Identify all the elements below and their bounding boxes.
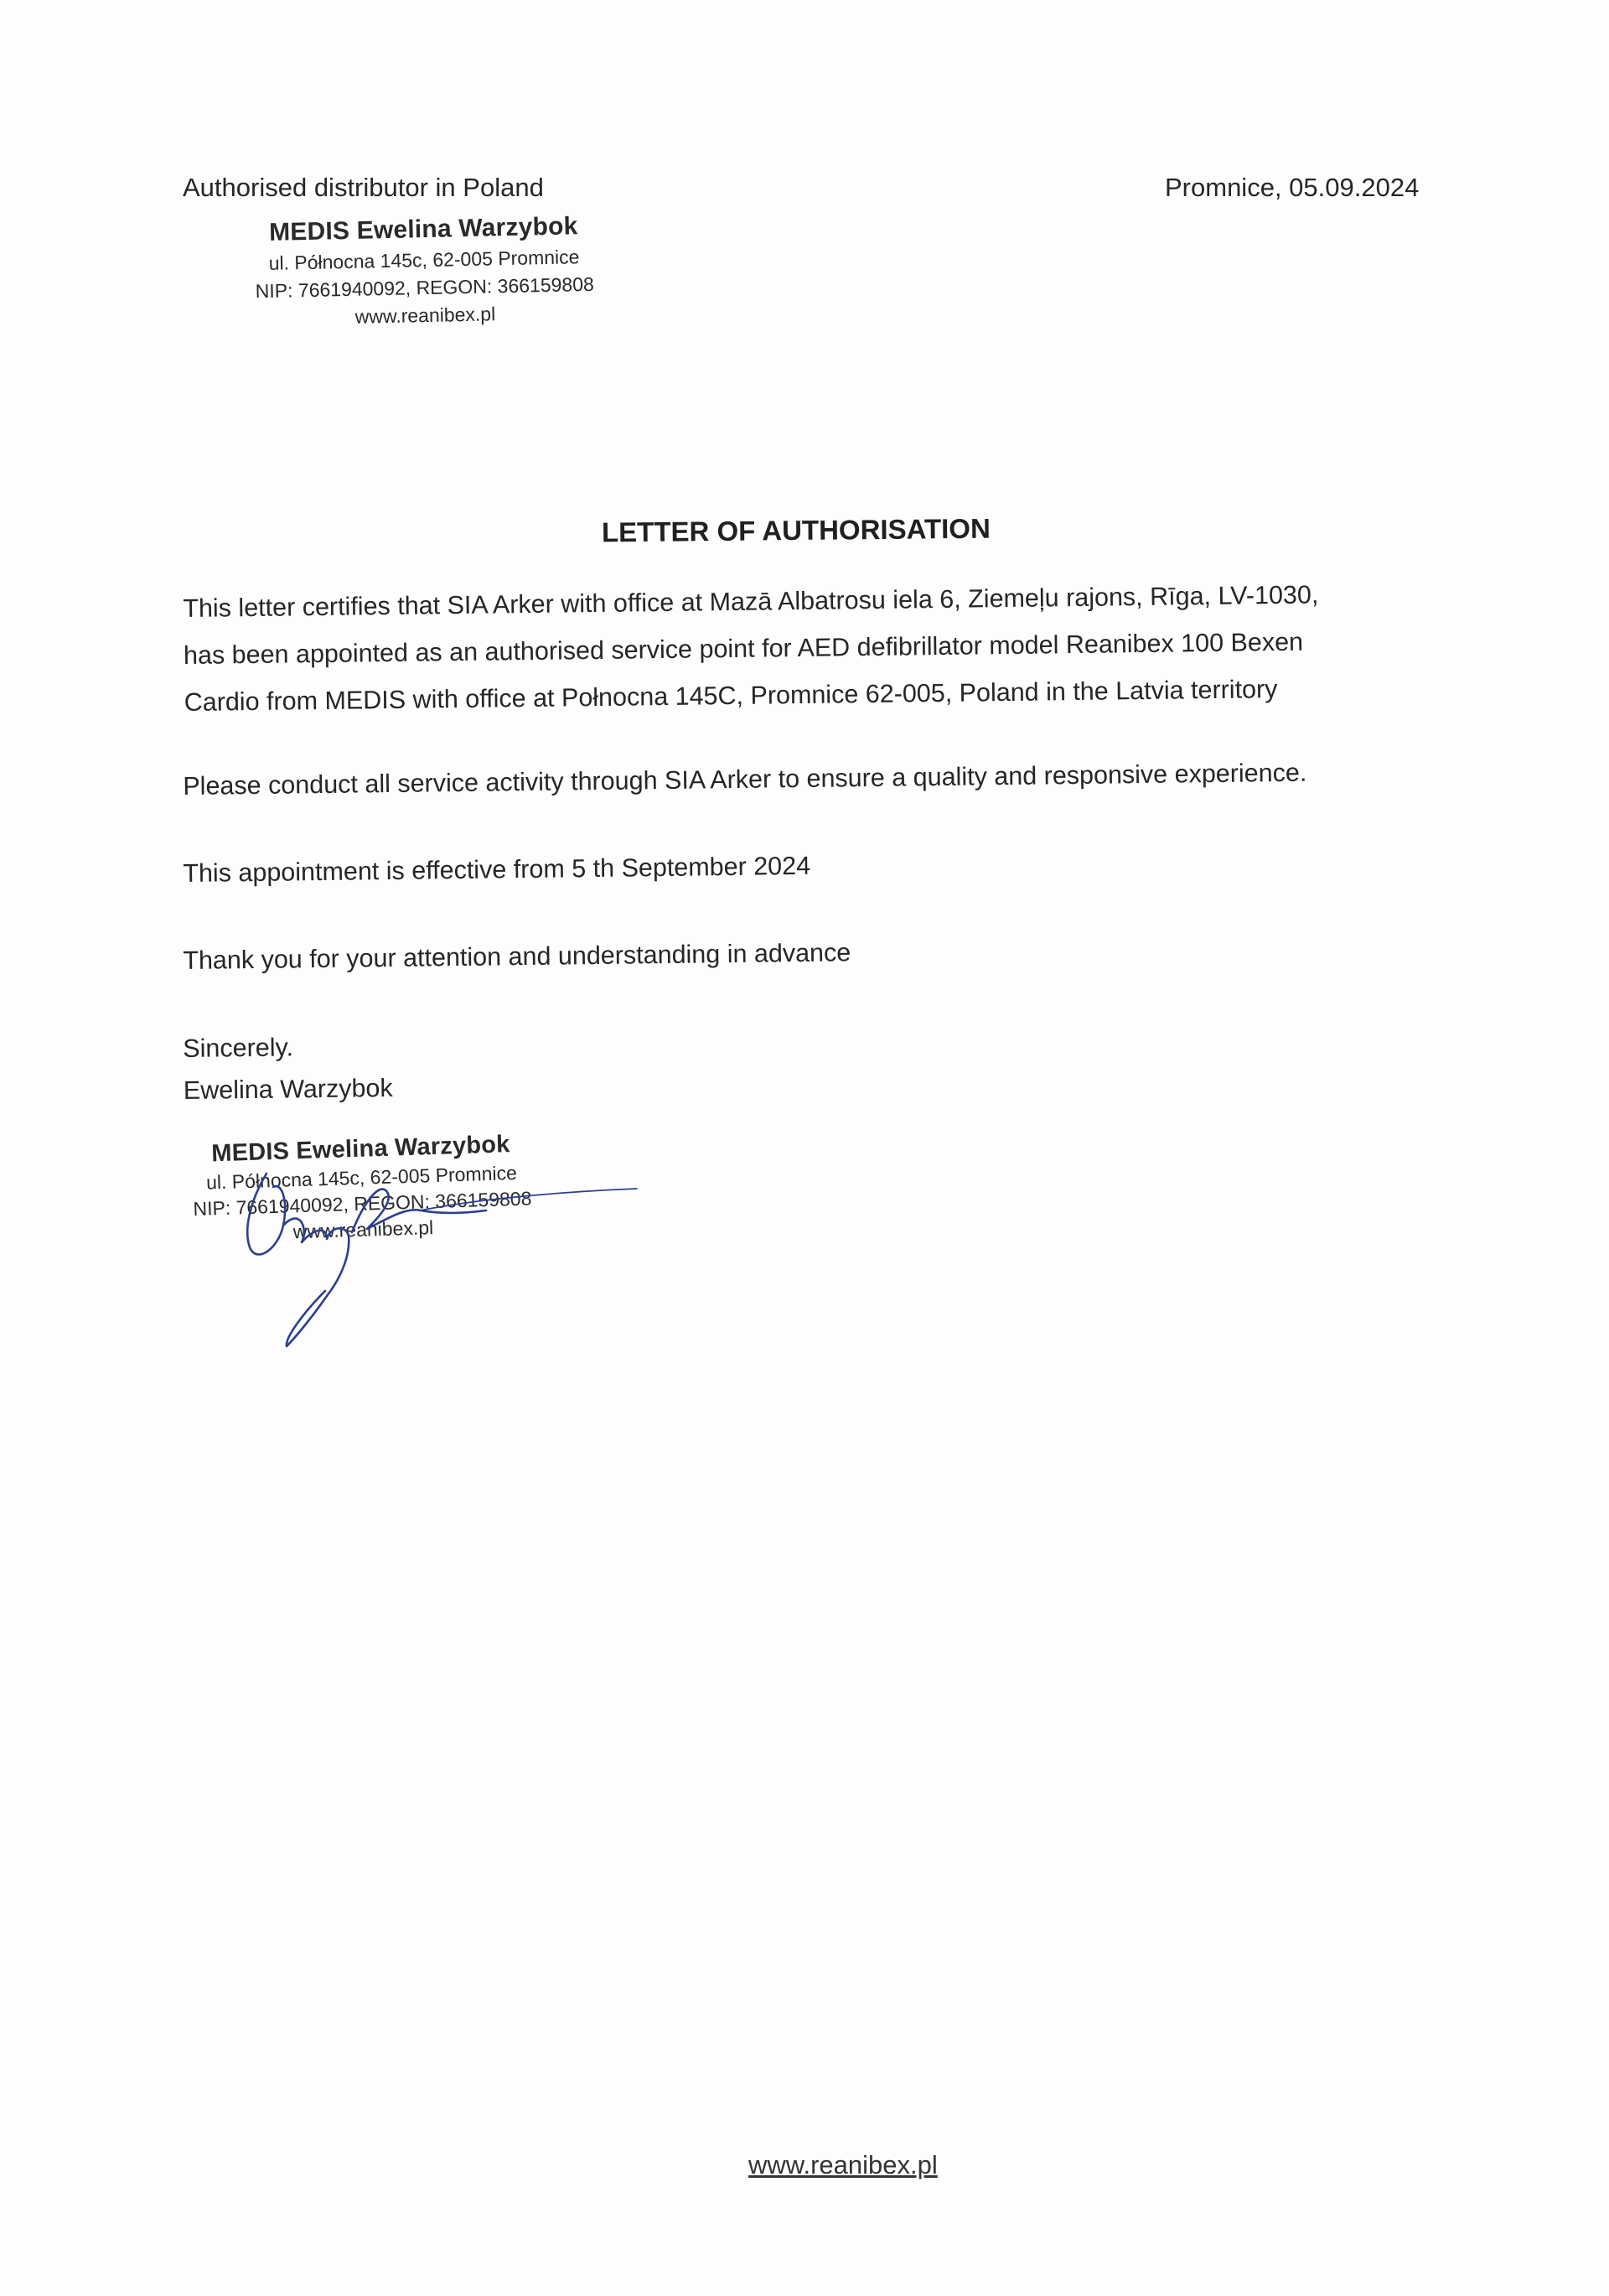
handwritten-signature: [201, 1148, 670, 1366]
company-stamp-header: [226, 211, 623, 331]
stamp-website: www.reanibex.pl: [292, 1216, 434, 1243]
letter-title: LETTER OF AUTHORISATION: [601, 512, 991, 548]
paragraph-thanks: [183, 922, 1441, 984]
paragraph-certification: [183, 570, 1441, 726]
stamp-tax-ids: NIP: 7661940092, REGON: 366159808: [255, 272, 595, 303]
paragraph-line: Please conduct all service activity through SIA Arker to ensure a quality and responsive experience.: [183, 758, 1307, 801]
signatory-name: Ewelina Warzybok: [183, 1073, 393, 1105]
footer-website-link[interactable]: www.reanibex.pl: [748, 2150, 938, 2179]
paragraph-line: This appointment is effective from 5 th September 2024: [183, 851, 811, 888]
signature-stroke: [287, 1236, 349, 1346]
signature-stroke: [421, 1189, 637, 1210]
closing-salutation: Sincerely.: [183, 1033, 294, 1063]
stamp-address: ul. Północna 145c, 62-005 Promnice: [205, 1161, 518, 1194]
stamp-website: www.reanibex.pl: [354, 303, 496, 328]
signature-stroke: [352, 1189, 486, 1232]
stamp-tax-ids: NIP: 7661940092, REGON: 366159808: [193, 1187, 532, 1221]
signature-stroke: [247, 1174, 285, 1254]
distributor-label: Authorised distributor in Poland: [183, 173, 544, 202]
stamp-address: ul. Północna 145c, 62-005 Promnice: [268, 246, 580, 274]
place-date: Promnice, 05.09.2024: [1165, 173, 1420, 202]
paragraph-service-request: [183, 748, 1441, 810]
paragraph-line: Cardio from MEDIS with office at Połnocna 145C, Promnice 62-005, Poland in the Latvia territory: [184, 675, 1278, 717]
paragraph-line: This letter certifies that SIA Arker with office at Mazā Albatrosu iela 6, Ziemeļu rajons, Rīga, LV-1030,: [183, 580, 1319, 623]
stamp-company-name: MEDIS Ewelina Warzybok: [268, 212, 578, 246]
paragraph-effective-date: [183, 835, 1441, 897]
paragraph-line: Thank you for your attention and understanding in advance: [183, 938, 851, 975]
closing-block: [183, 1013, 1441, 1112]
signature-stroke: [283, 1219, 349, 1242]
paragraph-line: has been appointed as an authorised service point for AED defibrillator model Reanibex 100 Bexen: [183, 627, 1304, 670]
stamp-company-name: MEDIS Ewelina Warzybok: [210, 1131, 510, 1168]
